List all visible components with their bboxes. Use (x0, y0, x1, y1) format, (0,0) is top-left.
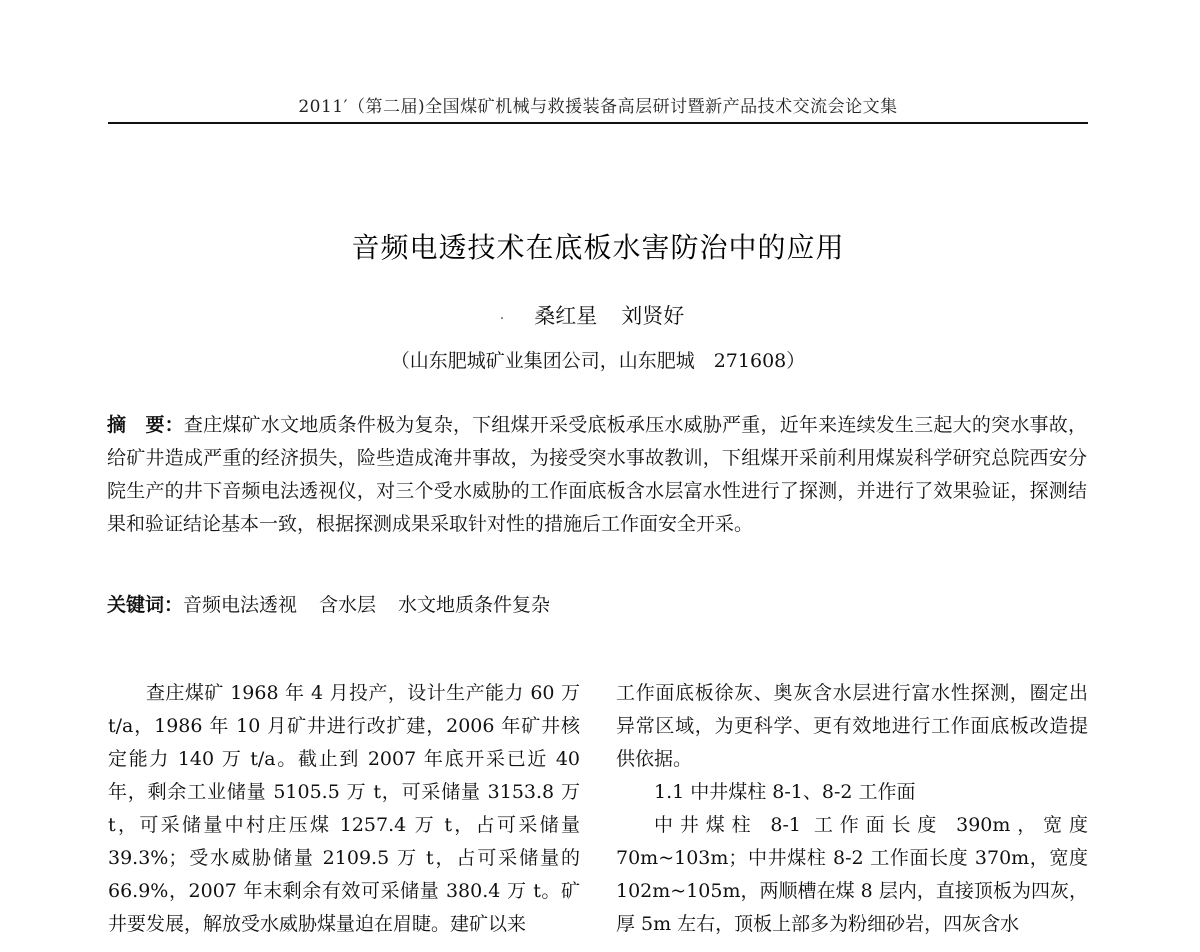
abstract-label: 摘 要： (107, 414, 184, 436)
body-column-left (108, 677, 580, 941)
body-paragraph: 中井煤柱 8-1 工作面长度 390m，宽度 70m~103m；中井煤柱 8-2 工作面长度 370m，宽度 102m~105m，两顺槽在煤 8 层内，直接顶板为四灰，厚 5m 左右，顶板上部多为粉细砂岩，四灰含水 (616, 814, 1088, 935)
keywords-label: 关键词： (107, 594, 184, 616)
paper-title: 音频电透技术在底板水害防治中的应用 (351, 231, 845, 264)
keywords (107, 589, 1087, 622)
author-name-2: 刘贤好 (621, 304, 685, 328)
author-dot: · (499, 311, 505, 327)
author-name-1: 桑红星 (534, 304, 598, 328)
section-heading: 1.1 中井煤柱 8-1、8-2 工作面 (654, 781, 916, 803)
keyword-3: 水文地质条件复杂 (398, 594, 551, 616)
header-rule (108, 122, 1088, 124)
body-paragraph: 查庄煤矿 1968 年 4 月投产，设计生产能力 60 万 t/a，1986 年 10 月矿井进行改扩建，2006 年矿井核定能力 140 万 t/a。截止到 2007 年底开采已近 40 年，剩余工业储量 5105.5 万 t，可采储量 3153.8 万 t，可采储量中村庄压煤 1257.4 万 t，占可采储量 39.3%；受水威胁储量 2109.5 万 t，占可采储量的 66.9%，2007 年末剩余有效可采储量 380.4 万 t。矿井要发展，解放受水威胁煤量迫在眉睫。建矿以来 (108, 682, 580, 935)
keyword-1: 音频电法透视 (183, 594, 298, 616)
affiliation: （山东肥城矿业集团公司，山东肥城 271608） (390, 350, 806, 372)
body-paragraph-continued: 工作面底板徐灰、奥灰含水层进行富水性探测，圈定出异常区域，为更科学、更有效地进行工作面底板改造提供依据。 (616, 682, 1088, 770)
authors-line (108, 300, 1088, 330)
body-column-right (616, 677, 1088, 941)
keyword-2: 含水层 (319, 594, 377, 616)
abstract-text: 查庄煤矿水文地质条件极为复杂，下组煤开采受底板承压水威胁严重，近年来连续发生三起大的突水事故，给矿井造成严重的经济损失，险些造成淹井事故，为接受突水事故教训，下组煤开采前利用煤炭科学研究总院西安分院生产的井下音频电法透视仪，对三个受水威胁的工作面底板含水层富水性进行了探测，并进行了效果验证，探测结果和验证结论基本一致，根据探测成果采取针对性的措施后工作面安全开采。 (107, 414, 1087, 535)
abstract (107, 409, 1087, 541)
running-head: 2011′（第二届)全国煤矿机械与救援装备高层研讨暨新产品技术交流会论文集 (298, 97, 898, 117)
